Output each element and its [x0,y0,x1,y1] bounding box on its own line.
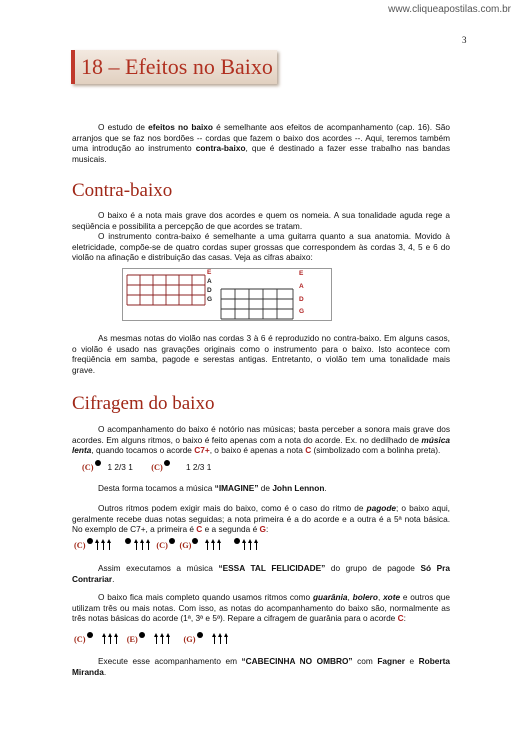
strum-arrow-icon [242,539,247,550]
bass-note-dot-icon [87,538,93,544]
finger-numbers: 1 2/3 1 [185,462,212,472]
bass-note-dot-icon [139,632,145,638]
chapter-title: 18 – Efeitos no Baixo [81,54,273,79]
paragraph: As mesmas notas do violão nas cordas 3 à 6 é reproduzido no contra-baixo. Em alguns casos, o violão é usado nas gravações originais como o instrumento para o baixo. Isto acontece com freqüência em samba, pagode e serestas antigas. Entretanto, o violão tem uma tonalidade mais grave. [72,333,450,375]
strum-arrow-icon [248,539,253,550]
chord-label: (C) [151,463,163,472]
intro-paragraph: O estudo de efeitos no baixo é semelhante aos efeitos de acompanhamento (cap. 16). São arranjos que se faz nos bordões -- cordas que fazem o baixo dos acordes --. Aqui, teremos também uma introdução ao instrumento contra-baixo, que é destinado a fazer esse trabalho nas bandas musicais. [72,122,450,164]
strum-arrow-icon [114,633,119,644]
fretboard-diagram-frame [122,268,332,321]
bass-note-dot-icon [234,538,240,544]
paragraph: Outros ritmos podem exigir mais do baixo, como é o caso do ritmo de pagode; o baixo aqui, geralmente recebe duas notas seguidas; a nota primeira é a do acorde e a outra é a 5ª nota básica. No exemplo de C7+, a primeira é C e a segunda é G: [72,503,450,535]
paragraph: O acompanhamento do baixo é notório nas músicas; basta perceber a sonora mais grave dos acordes. Em alguns ritmos, o baixo é feito apenas com a nota do acorde. Ex. no dedilhado de música lenta, quando tocamos o acorde C7+, o baixo é apenas a nota C (simbolizado com a bolinha preta). [72,424,450,456]
finger-numbers: 1 2/3 1 [107,462,133,472]
bass-note-dot-icon [95,460,101,466]
section-heading-contra-baixo: Contra-baixo [72,180,173,201]
site-url: www.cliqueapostilas.com.br [388,4,511,15]
strum-arrow-icon [217,539,222,550]
fret-label: D [299,296,304,303]
bass-note-dot-icon [87,632,93,638]
strum-arrow-icon [160,633,165,644]
fret-label: E [207,269,212,276]
strum-arrow-icon [212,633,217,644]
strum-arrow-icon [211,539,216,550]
fret-label: D [207,287,212,294]
strum-arrow-icon [107,539,112,550]
strum-arrow-icon [146,539,151,550]
strum-arrow-icon [254,539,259,550]
chord-label: (C) [156,541,168,550]
bass-cipher-row-3 [74,632,230,644]
strum-arrow-icon [95,539,100,550]
chapter-title-box [71,50,277,84]
strum-arrow-icon [154,633,159,644]
paragraph: O instrumento contra-baixo é semelhante a uma guitarra quanto a sua anatomia. Movido à eletricidade, compõe-se de quatro cordas super grossas que correspondem às cordas 3, 4, 5 e 6 do violão na afinação e distribuição das casas. Veja as cifras abaixo: [72,231,450,263]
bass-note-dot-icon [125,538,131,544]
chord-label: (C) [74,635,86,644]
paragraph: Execute esse acompanhamento em “CABECINHA NO OMBRO” com Fagner e Roberta Miranda. [72,656,450,677]
fret-label: G [299,308,305,315]
chord-label: (C) [74,541,86,550]
strum-arrow-icon [205,539,210,550]
page-number: 3 [462,35,467,45]
fret-label: G [207,296,213,303]
fret-label: A [299,283,304,290]
strum-arrow-icon [140,539,145,550]
strum-arrow-icon [102,633,107,644]
fret-label: A [207,278,212,285]
bass-note-dot-icon [169,538,175,544]
strum-arrow-icon [134,539,139,550]
strum-arrow-icon [218,633,223,644]
bass-cipher-row-1 [82,460,211,472]
strum-arrow-icon [101,539,106,550]
paragraph: Assim executamos a música “ESSA TAL FELICIDADE” do grupo de pagode Só Pra Contrariar. [72,563,450,584]
strum-arrow-icon [108,633,113,644]
bass-cipher-row-2 [74,538,260,550]
paragraph: O baixo fica mais completo quando usamos ritmos como guarânia, bolero, xote e outros que utilizam três ou mais notas. Com isso, as notas do acompanhamento do baixo são, normalmente as três notas básicas do acorde (1ª, 3ª e 5ª). Repare a cifragem de guarânia para o acorde C: [72,592,450,624]
paragraph: O baixo é a nota mais grave dos acordes e quem os nomeia. A sua tonalidade aguda rege a seqüência e possibilita a percepção de que acordes se tratam. [72,210,450,231]
fret-label: E [299,270,304,277]
chord-label: (G) [183,635,196,644]
bass-note-dot-icon [197,632,203,638]
bass-note-dot-icon [164,460,170,466]
paragraph: Desta forma tocamos a música “IMAGINE” de John Lennon. [98,483,327,493]
chord-label: (C) [82,463,94,472]
strum-arrow-icon [224,633,229,644]
section-heading-cifragem: Cifragem do baixo [72,393,215,414]
bass-note-dot-icon [192,538,198,544]
strum-arrow-icon [166,633,171,644]
chord-label: (E) [126,635,138,644]
chord-label: (G) [179,541,192,550]
